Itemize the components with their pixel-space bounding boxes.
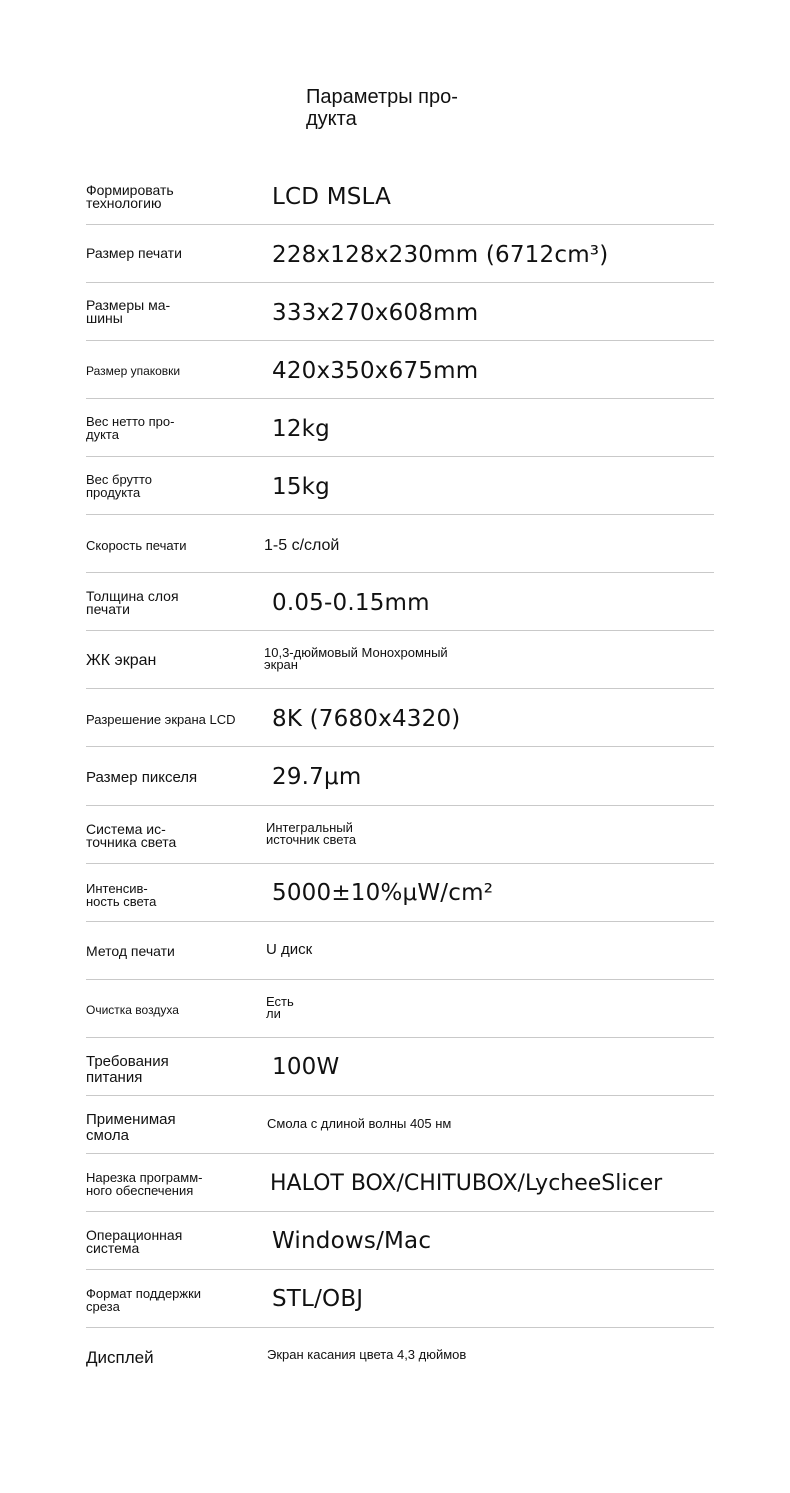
spec-label: Вес нетто про- дукта [86, 414, 175, 442]
spec-value: Windows/Mac [272, 1228, 432, 1254]
row-divider [86, 746, 714, 747]
spec-value: 8K (7680x4320) [272, 706, 461, 732]
row-divider [86, 863, 714, 864]
spec-value: 1-5 с/слой [264, 537, 340, 554]
row-divider [86, 398, 714, 399]
spec-value: Есть ли [266, 994, 294, 1021]
spec-value: U диск [266, 941, 313, 958]
spec-label: ЖК экран [86, 652, 157, 669]
spec-label: Размер печати [86, 245, 182, 261]
spec-label: Размер пикселя [86, 769, 198, 786]
row-divider [86, 805, 714, 806]
spec-label: Дисплей [86, 1348, 154, 1367]
spec-value: 333x270x608mm [272, 300, 479, 326]
row-divider [86, 979, 714, 980]
row-divider [86, 1327, 714, 1328]
spec-value: Экран касания цвета 4,3 дюймов [267, 1347, 467, 1362]
spec-value: 228x128x230mm (6712cm³) [272, 242, 609, 268]
row-divider [86, 1211, 714, 1212]
spec-label: Нарезка программ- ного обеспечения [86, 1170, 203, 1198]
row-divider [86, 630, 714, 631]
spec-value: 10,3-дюймовый Монохромный экран [264, 645, 448, 672]
spec-label: Толщина слоя печати [86, 588, 179, 617]
spec-label: Размеры ма- шины [86, 297, 171, 326]
row-divider [86, 224, 714, 225]
spec-label: Разрешение экрана LCD [86, 712, 236, 727]
spec-value: Интегральный источник света [266, 820, 357, 847]
spec-label: Система ис- точника света [86, 821, 177, 850]
row-divider [86, 282, 714, 283]
spec-label: Вес брутто продукта [86, 472, 153, 500]
row-divider [86, 1153, 714, 1154]
spec-value: Смола с длиной волны 405 нм [267, 1116, 452, 1131]
spec-label: Операционная система [86, 1227, 183, 1256]
spec-label: Интенсив- ность света [86, 881, 157, 909]
spec-label: Применимая смола [86, 1111, 176, 1144]
page-title: Параметры про- дукта [306, 86, 458, 130]
row-divider [86, 1269, 714, 1270]
spec-value: 420x350x675mm [272, 358, 479, 384]
spec-label: Очистка воздуха [86, 1003, 179, 1017]
spec-value: LCD MSLA [272, 184, 392, 210]
spec-label: Размер упаковки [86, 364, 181, 378]
spec-value: 12kg [272, 416, 330, 442]
row-divider [86, 456, 714, 457]
row-divider [86, 572, 714, 573]
spec-value: 15kg [272, 474, 330, 500]
row-divider [86, 514, 714, 515]
spec-value: 5000±10%μW/cm² [272, 880, 494, 906]
spec-label: Требования питания [86, 1053, 169, 1086]
row-divider [86, 1095, 714, 1096]
spec-value: STL/OBJ [272, 1286, 364, 1312]
spec-label: Скорость печати [86, 538, 187, 553]
spec-label: Формат поддержки среза [86, 1286, 202, 1314]
spec-value: 29.7μm [272, 764, 362, 790]
spec-value: 0.05-0.15mm [272, 590, 430, 616]
spec-label: Метод печати [86, 943, 175, 959]
row-divider [86, 688, 714, 689]
spec-label: Формировать технологию [86, 182, 174, 211]
spec-value: 100W [272, 1054, 340, 1080]
row-divider [86, 1037, 714, 1038]
row-divider [86, 340, 714, 341]
row-divider [86, 921, 714, 922]
spec-value: HALOT BOX/CHITUBOX/LycheeSlicer [270, 1171, 663, 1196]
